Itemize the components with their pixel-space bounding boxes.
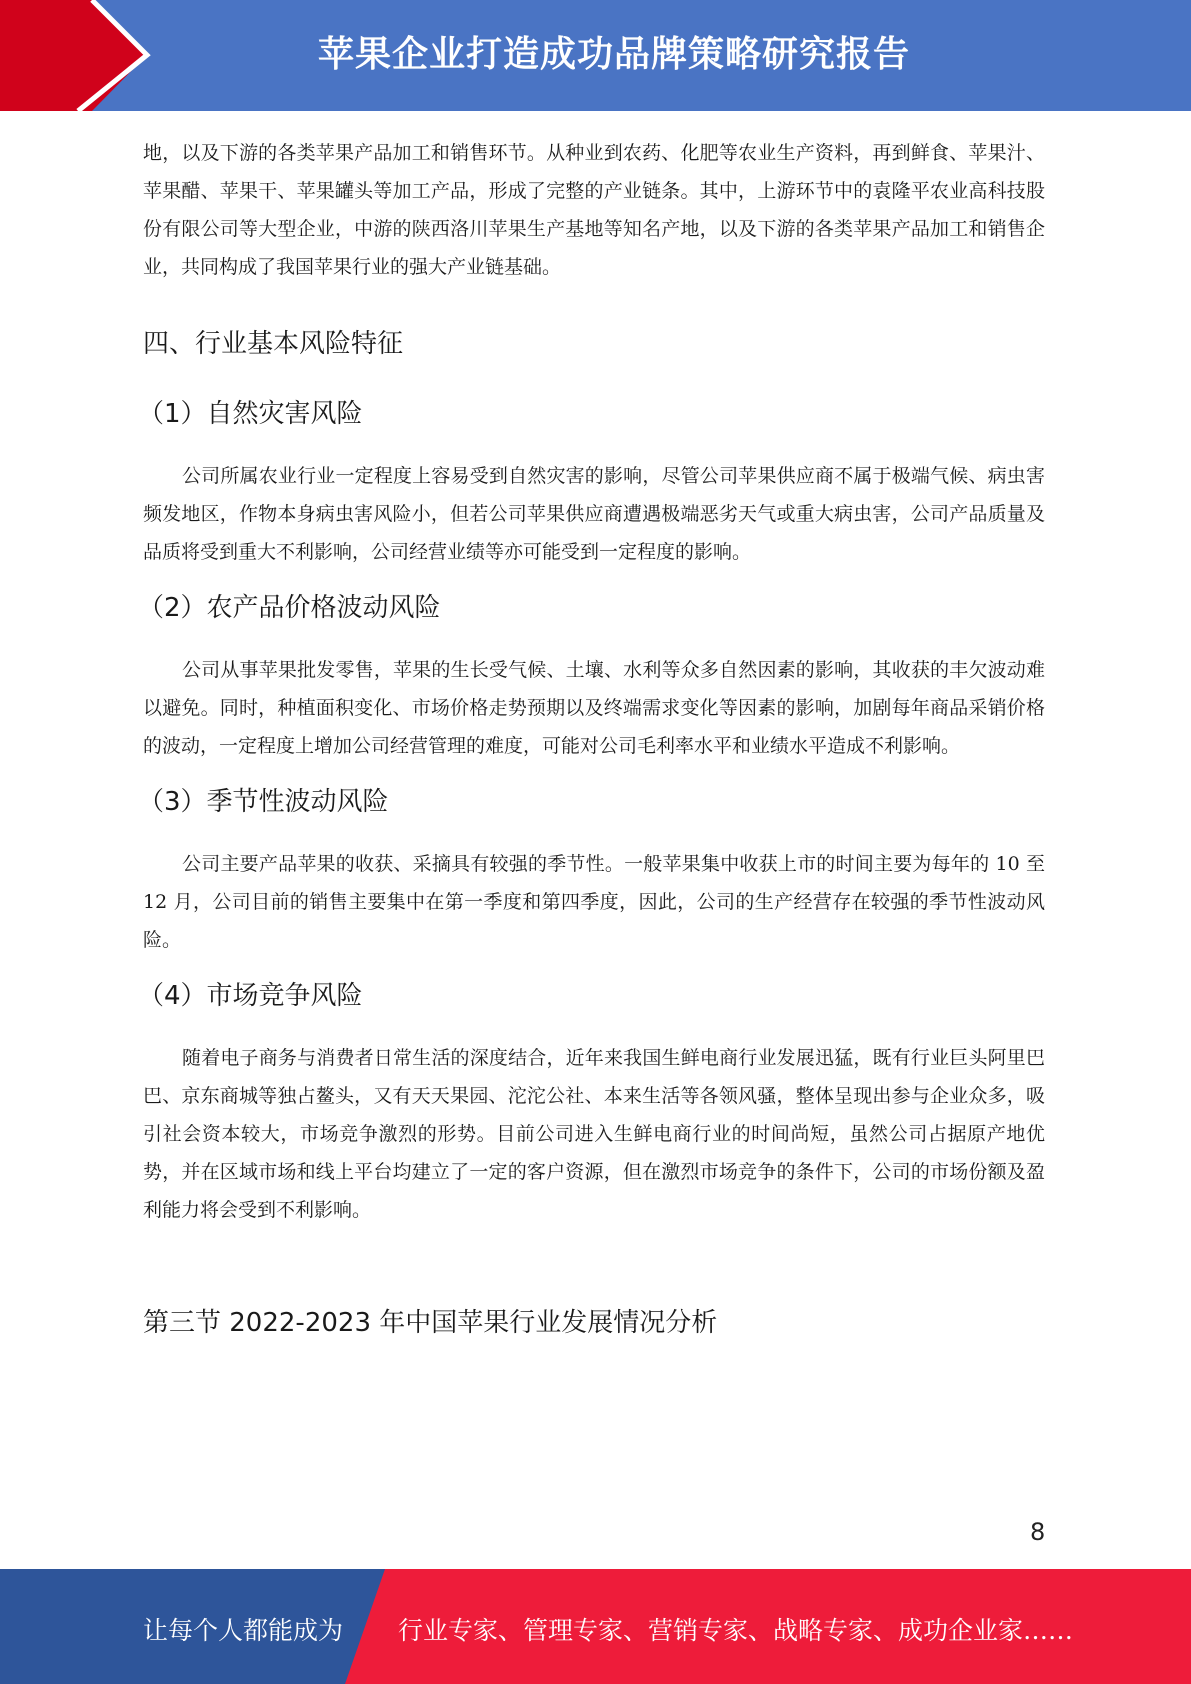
- risk-text-competition: 随着电子商务与消费者日常生活的深度结合，近年来我国生鲜电商行业发展迅猛，既有行业巨头阿里巴巴、京东商城等独占鳌头，又有天天果园、沱沱公社、本来生活等各领风骚，整体呈现出参与企业众多，吸引社会资本较大，市场竞争激烈的形势。目前公司进入生鲜电商行业的时间尚短，虽然公司占据原产地优势，并在区域市场和线上平台均建立了一定的客户资源，但在激烈市场竞争的条件下，公司的市场份额及盈利能力将会受到不利影响。: [143, 1047, 1045, 1221]
- risk-heading-price-volatility: （2）农产品价格波动风险: [138, 593, 441, 623]
- footer-slogan-left: 让每个人都能成为: [143, 1616, 344, 1645]
- report-title: 苹果企业打造成功品牌策略研究报告: [318, 34, 911, 75]
- next-section-heading: 第三节 2022-2023 年中国苹果行业发展情况分析: [143, 1308, 718, 1338]
- risk-text-natural-disaster: 公司所属农业行业一定程度上容易受到自然灾害的影响，尽管公司苹果供应商不属于极端气候、病虫害频发地区，作物本身病虫害风险小，但若公司苹果供应商遭遇极端恶劣天气或重大病虫害，公司产品质量及品质将受到重大不利影响，公司经营业绩等亦可能受到一定程度的影响。: [143, 465, 1045, 563]
- risk-heading-natural-disaster: （1）自然灾害风险: [138, 399, 363, 429]
- risk-text-seasonality: 公司主要产品苹果的收获、采摘具有较强的季节性。一般苹果集中收获上市的时间主要为每年的 10 至 12 月，公司目前的销售主要集中在第一季度和第四季度，因此，公司的生产经营存在较强的季节性波动风险。: [143, 853, 1045, 951]
- section-heading: 四、行业基本风险特征: [143, 329, 404, 359]
- risk-text-price-volatility: 公司从事苹果批发零售，苹果的生长受气候、土壤、水利等众多自然因素的影响，其收获的丰欠波动难以避免。同时，种植面积变化、市场价格走势预期以及终端需求变化等因素的影响，加剧每年商品采销价格的波动，一定程度上增加公司经营管理的难度，可能对公司毛利率水平和业绩水平造成不利影响。: [143, 659, 1045, 757]
- intro-paragraph: 地，以及下游的各类苹果产品加工和销售环节。从种业到农药、化肥等农业生产资料，再到鲜食、苹果汁、苹果醋、苹果干、苹果罐头等加工产品，形成了完整的产业链条。其中，上游环节中的袁隆平农业高科技股份有限公司等大型企业，中游的陕西洛川苹果生产基地等知名产地，以及下游的各类苹果产品加工和销售企业，共同构成了我国苹果行业的强大产业链基础。: [143, 142, 1045, 278]
- footer-slogan-right: 行业专家、管理专家、营销专家、战略专家、成功企业家……: [398, 1616, 1074, 1645]
- page-footer: [0, 1569, 1191, 1684]
- page-content: [138, 134, 1045, 1343]
- risk-heading-competition: （4）市场竞争风险: [138, 981, 363, 1011]
- header-red-arrow: [0, 0, 147, 111]
- risk-heading-seasonality: （3）季节性波动风险: [138, 787, 389, 817]
- page-header: [0, 0, 1191, 111]
- page-number: 8: [1030, 1518, 1046, 1546]
